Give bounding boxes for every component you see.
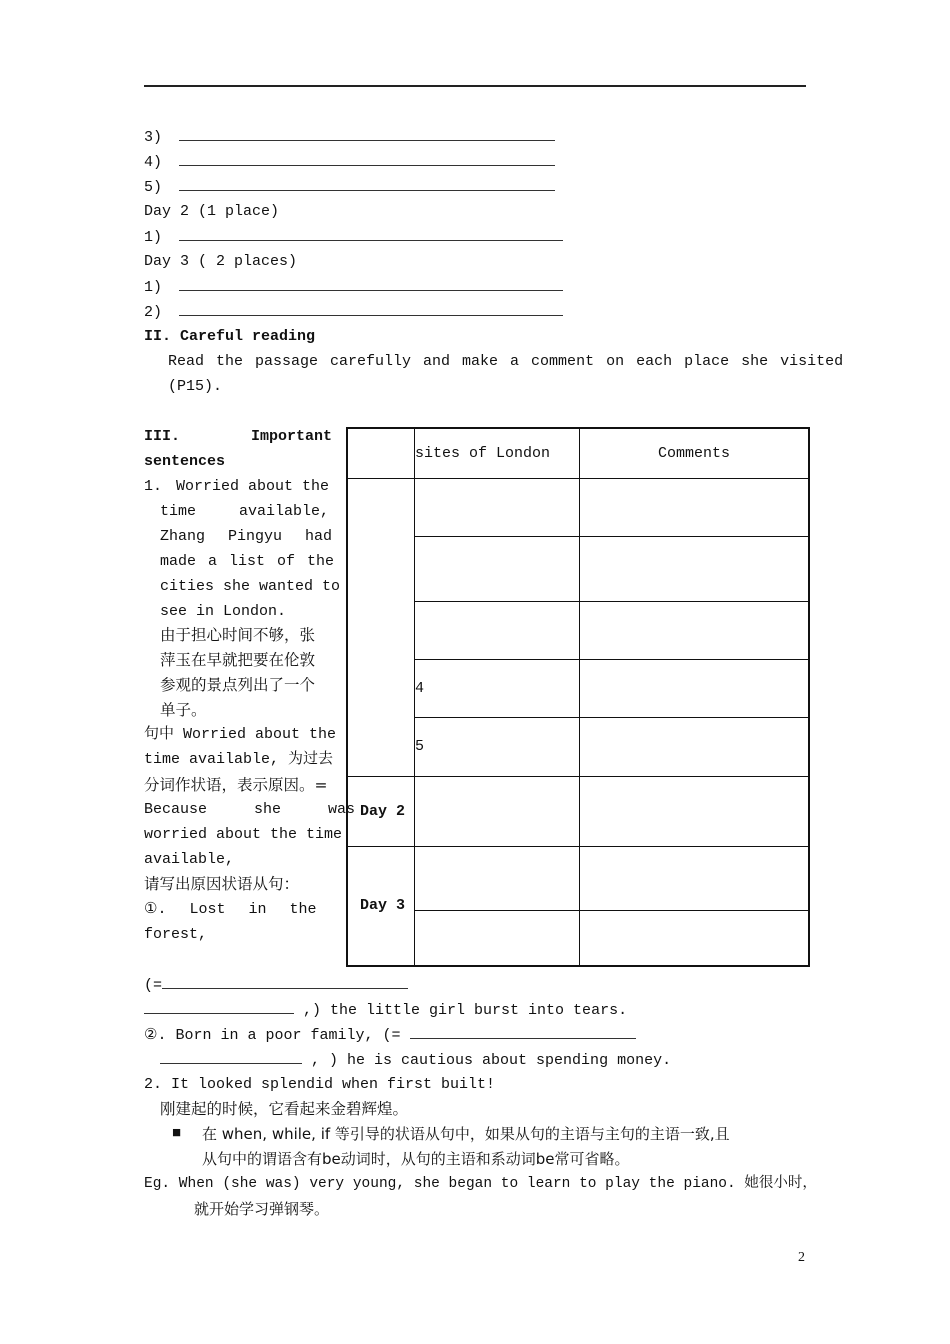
sentence-2: 2. It looked splendid when first built!	[144, 1076, 496, 1093]
sentence-1-translation: 萍玉在早就把要在伦敦	[160, 651, 316, 669]
exercise-1-cont: forest,	[144, 926, 208, 943]
table-comment-cell[interactable]	[580, 601, 810, 659]
grammar-rule: 在 when, while, if 等引导的状语从句中，如果从句的主语与主句的主语一致,且	[202, 1125, 730, 1143]
table-site-cell[interactable]	[415, 910, 580, 966]
row-number: 5	[415, 738, 425, 755]
table-comment-cell[interactable]	[580, 910, 810, 966]
grammar-note: available,	[144, 851, 235, 868]
example-translation: 就开始学习弹钢琴。	[194, 1200, 330, 1218]
sentence-1-line: see in London.	[160, 603, 287, 620]
day2-label: Day 2 (1 place)	[144, 203, 280, 220]
answer-blank[interactable]	[144, 1000, 294, 1014]
table-header-comments: Comments	[580, 428, 810, 478]
table-site-cell[interactable]	[415, 846, 580, 910]
row-number: 4	[415, 679, 425, 697]
table-header-sites: sites of London	[415, 428, 580, 478]
sentence-1-translation: 由于担心时间不够，张	[160, 626, 316, 644]
day3-label: Day 3 ( 2 places)	[144, 253, 298, 270]
sentence-1-line: time available,	[160, 503, 330, 520]
grammar-note: Because she was	[144, 801, 356, 818]
table-comment-cell[interactable]	[580, 536, 810, 601]
careful-reading-instruction: Read the passage carefully and make a comment on each place she visited	[168, 353, 844, 370]
sentence-2-translation: 刚建起的时候，它看起来金碧辉煌。	[160, 1100, 409, 1118]
table-site-cell[interactable]	[415, 601, 580, 659]
table-comment-cell[interactable]	[580, 717, 810, 776]
exercise-2: ②. Born in a poor family, (=	[144, 1025, 636, 1046]
section-heading-sentences: sentences	[144, 453, 226, 470]
grammar-note: 句中 Worried about the	[144, 726, 337, 743]
sentence-1-line: Zhang Pingyu had	[160, 528, 333, 545]
answer-blank[interactable]	[179, 127, 555, 141]
sentence-1-translation: 参观的景点列出了一个	[160, 676, 316, 694]
grammar-note: 分词作状语，表示原因。=	[144, 776, 328, 794]
table-comment-cell[interactable]	[580, 659, 810, 717]
answer-blank[interactable]	[179, 277, 563, 291]
header-rule	[144, 85, 806, 87]
exercise-prompt: 请写出原因状语从句：	[144, 875, 300, 893]
answer-blank[interactable]	[179, 177, 555, 191]
table-site-cell[interactable]	[415, 659, 580, 717]
grammar-note: time available, 为过去	[144, 751, 334, 768]
table-comment-cell[interactable]	[580, 846, 810, 910]
answer-blank[interactable]	[179, 227, 563, 241]
grammar-note: worried about the time	[144, 826, 343, 843]
grammar-rule-cont: 从句中的谓语含有be动词时，从句的主语和系动词be常可省略。	[202, 1150, 630, 1168]
exercise-1: ①. Lost in the	[144, 901, 317, 918]
sentence-1-line: made a list of the	[160, 553, 335, 570]
answer-blank[interactable]	[160, 1050, 302, 1064]
table-comment-cell[interactable]	[580, 776, 810, 846]
table-site-cell[interactable]	[415, 478, 580, 536]
day2-blank-line-1: 1)	[144, 227, 563, 248]
table-site-cell[interactable]	[415, 717, 580, 776]
example-sentence: Eg. When (she was) very young, she began to learn to play the piano. 她很小时，	[144, 1176, 817, 1192]
careful-reading-instruction-2: (P15).	[168, 378, 223, 395]
day3-blank-line-2: 2)	[144, 302, 563, 323]
answer-blank[interactable]	[162, 975, 408, 989]
section-heading-careful-reading: II. Careful reading	[144, 328, 316, 345]
answer-blank[interactable]	[179, 152, 555, 166]
table-day3-label: Day 3	[347, 846, 415, 966]
table-header-blank	[347, 428, 415, 478]
exercise-1-rewrite: (=	[144, 975, 408, 996]
sentence-1-line: cities she wanted to	[160, 578, 341, 595]
blank-line-3: 3)	[144, 127, 555, 148]
table-site-cell[interactable]	[415, 536, 580, 601]
answer-blank[interactable]	[410, 1025, 636, 1039]
blank-line-4: 4)	[144, 152, 555, 173]
sentence-1-number: 1.	[144, 478, 163, 495]
sentence-1-line: Worried about the	[176, 478, 330, 495]
table-day1-cell	[347, 478, 415, 776]
section-heading-important-sentences: III. Important	[144, 428, 332, 445]
day3-blank-line-1: 1)	[144, 277, 563, 298]
sentence-1-translation: 单子。	[160, 701, 207, 719]
blank-line-5: 5)	[144, 177, 555, 198]
table-site-cell[interactable]	[415, 776, 580, 846]
sites-comments-table	[346, 427, 810, 967]
page-number: 2	[798, 1250, 805, 1265]
bullet-icon: ■	[172, 1125, 182, 1142]
exercise-1-rewrite-cont: ,) the little girl burst into tears.	[144, 1000, 627, 1021]
exercise-2-cont: , ) he is cautious about spending money.	[160, 1050, 671, 1071]
answer-blank[interactable]	[179, 302, 563, 316]
table-day2-label: Day 2	[347, 776, 415, 846]
table-comment-cell[interactable]	[580, 478, 810, 536]
